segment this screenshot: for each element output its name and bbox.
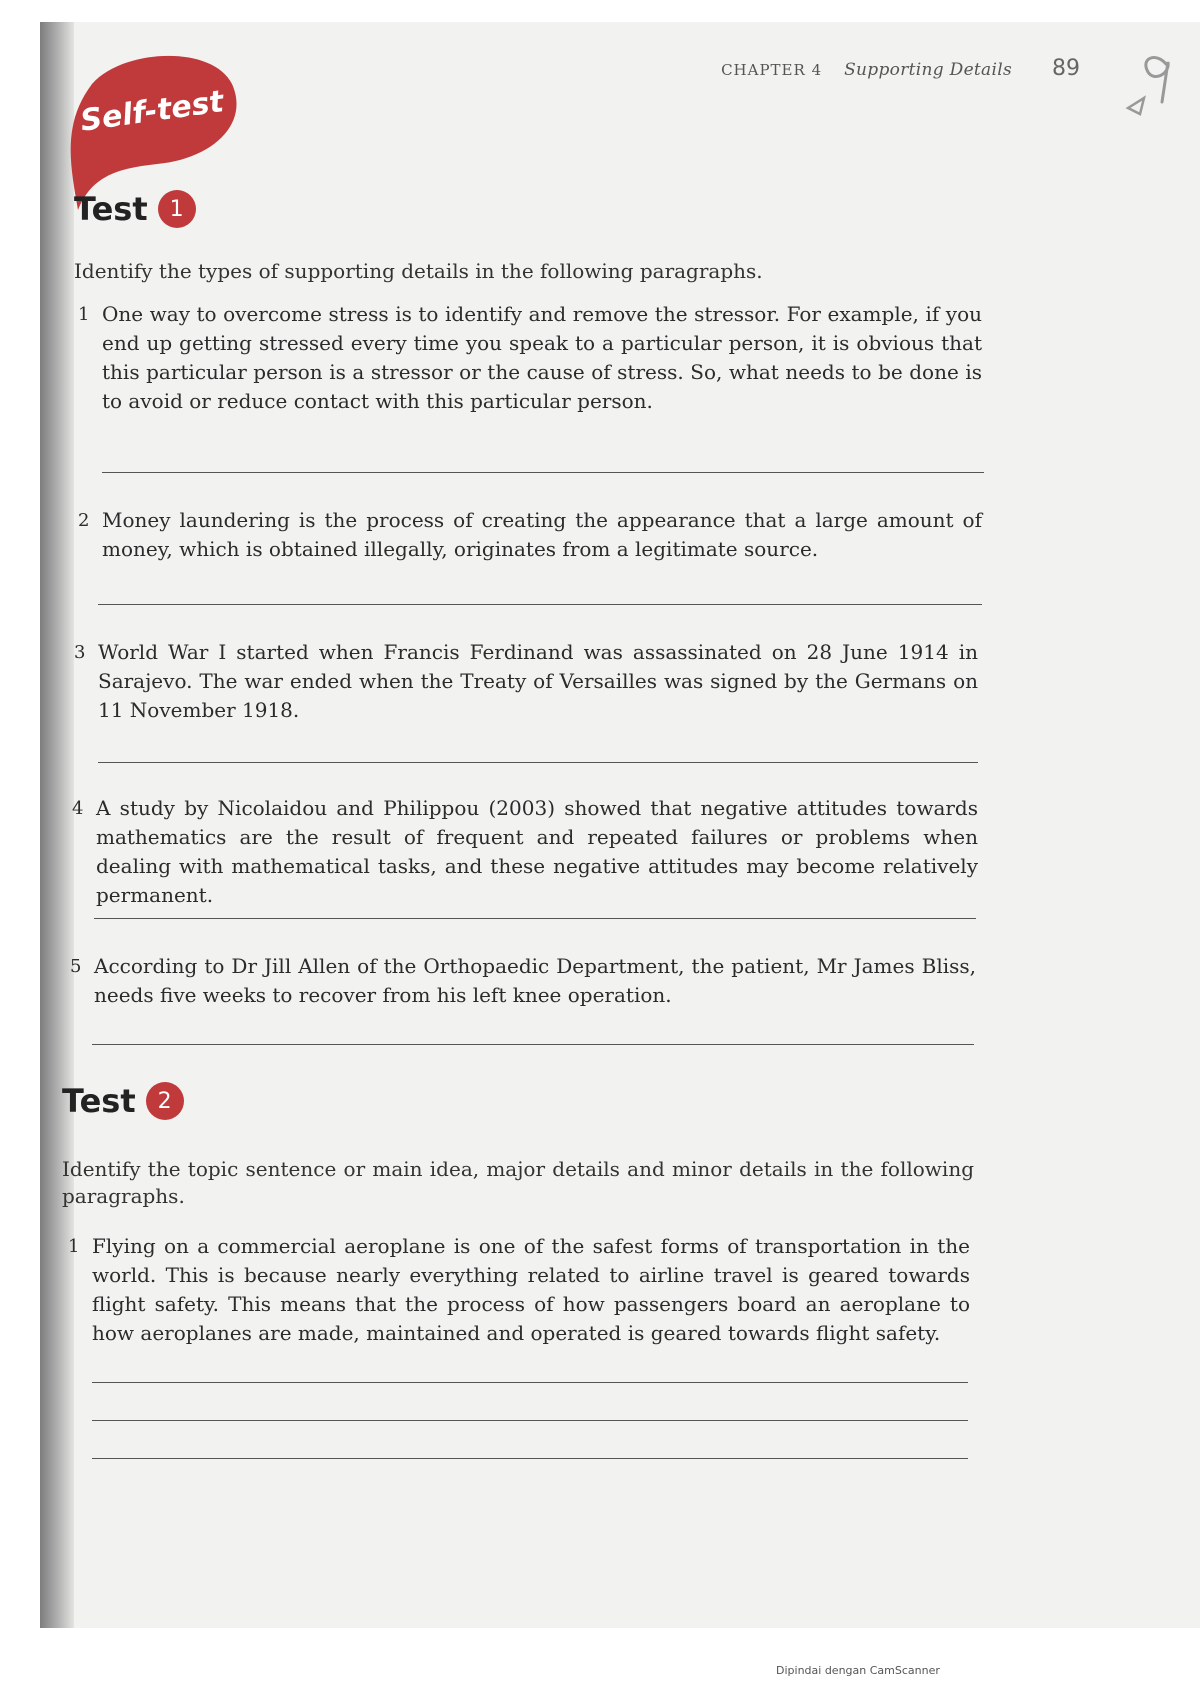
answer-line[interactable] xyxy=(92,1382,968,1383)
chapter-title: Supporting Details xyxy=(844,60,1012,80)
answer-line[interactable] xyxy=(98,604,982,605)
test-1-item-4 xyxy=(72,794,978,910)
test-2-number-badge: 2 xyxy=(146,1082,184,1120)
test-2-item-1 xyxy=(68,1232,970,1348)
answer-line[interactable] xyxy=(94,918,976,919)
test-1-number-badge: 1 xyxy=(158,190,196,228)
test-2-instruction: Identify the topic sentence or main idea, major details and minor details in the following paragraphs. xyxy=(62,1157,974,1208)
answer-line[interactable] xyxy=(92,1458,968,1459)
chapter-label: CHAPTER 4 xyxy=(721,61,823,79)
answer-line[interactable] xyxy=(102,472,984,473)
item-text: Flying on a commercial aeroplane is one of the safest forms of transportation in the world. This is because nearly everything related to airline travel is geared towards flight safety. This means that the process of how passengers board an aeroplane to how aeroplanes are made, maintained and operated is geared towards flight safety. xyxy=(92,1234,970,1345)
item-text: One way to overcome stress is to identify and remove the stressor. For example, if you end up getting stressed every time you speak to a particular person, it is obvious that this particular person is a stressor or the cause of stress. So, what needs to be done is to avoid or reduce contact with this particular person. xyxy=(102,302,982,413)
item-number: 5 xyxy=(70,956,82,977)
answer-line[interactable] xyxy=(92,1420,968,1421)
running-header xyxy=(721,56,1080,81)
test-1-instruction: Identify the types of supporting details in the following paragraphs. xyxy=(74,259,763,283)
test-2-heading xyxy=(62,1082,184,1120)
self-test-label: Self-test xyxy=(78,84,226,139)
scanner-watermark: Dipindai dengan CamScanner xyxy=(776,1664,940,1677)
book-spine-shadow xyxy=(40,22,74,1628)
test-1-item-3 xyxy=(74,638,978,725)
answer-line[interactable] xyxy=(98,762,978,763)
item-text: World War I started when Francis Ferdinand was assassinated on 28 June 1914 in Sarajevo. The war ended when the Treaty of Versailles was signed by the Germans on 11 November 1918. xyxy=(98,640,978,722)
item-number: 1 xyxy=(68,1236,80,1257)
test-1-item-2 xyxy=(78,506,982,564)
textbook-page xyxy=(40,22,1200,1628)
item-text: A study by Nicolaidou and Philippou (2003) showed that negative attitudes towards mathematics are the result of frequent and repeated failures or problems when dealing with mathematical tasks, and these negative attitudes may become relatively permanent. xyxy=(96,796,978,907)
item-text: According to Dr Jill Allen of the Orthopaedic Department, the patient, Mr James Bliss, needs five weeks to recover from his left knee operation. xyxy=(94,954,976,1007)
test-1-title: Test xyxy=(74,190,148,228)
test-2-title: Test xyxy=(62,1082,136,1120)
test-1-item-1 xyxy=(78,300,982,416)
item-number: 1 xyxy=(78,304,90,325)
item-number: 2 xyxy=(78,510,90,531)
test-1-heading xyxy=(74,190,196,228)
handwritten-mark-icon xyxy=(1118,44,1196,122)
item-number: 4 xyxy=(72,798,84,819)
answer-line[interactable] xyxy=(92,1044,974,1045)
item-number: 3 xyxy=(74,642,86,663)
page-number: 89 xyxy=(1052,56,1080,81)
item-text: Money laundering is the process of creating the appearance that a large amount of money, which is obtained illegally, originates from a legitimate source. xyxy=(102,508,982,561)
test-1-item-5 xyxy=(70,952,976,1010)
